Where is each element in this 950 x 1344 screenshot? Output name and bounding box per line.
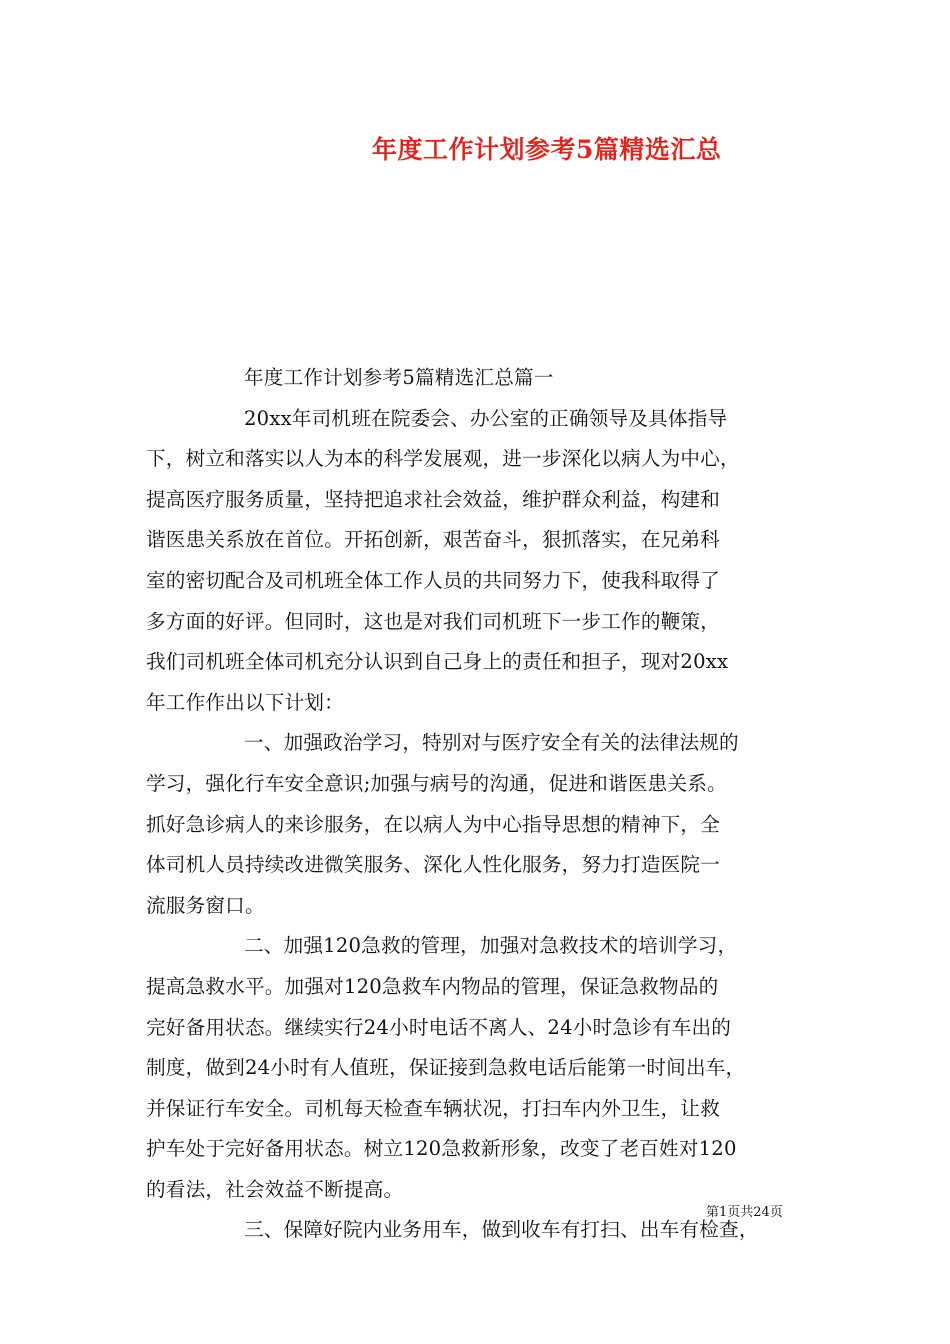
paragraph-line: 下，树立和落实以人为本的科学发展观，进一步深化以病人为中心， [146,447,740,471]
paragraph-line: 提高医疗服务质量，坚持把追求社会效益，维护群众利益，构建和 [146,487,721,511]
paragraph-line: 体司机人员持续改进微笑服务、深化人性化服务，努力打造医院一 [146,853,721,877]
document-title: 年度工作计划参考5篇精选汇总 [372,135,722,164]
paragraph-line: 学习，强化行车安全意识;加强与病号的沟通，促进和谐医患关系。 [146,771,727,795]
paragraph-line: 一、加强政治学习，特别对与医疗安全有关的法律法规的 [244,731,739,755]
paragraph-line: 20xx年司机班在院委会、办公室的正确领导及具体指导 [244,406,728,430]
paragraph-line: 多方面的好评。但同时，这也是对我们司机班下一步工作的鞭策， [146,609,721,633]
paragraph-line: 并保证行车安全。司机每天检查车辆状况，打扫车内外卫生，让救 [146,1096,721,1120]
paragraph-line: 室的密切配合及司机班全体工作人员的共同努力下，使我科取得了 [146,568,721,592]
paragraph-line: 二、加强120急救的管理，加强对急救技术的培训学习， [244,934,738,958]
paragraph-line: 谐医患关系放在首位。开拓创新，艰苦奋斗，狠抓落实，在兄弟科 [146,528,721,552]
paragraph-line: 制度，做到24小时有人值班，保证接到急救电话后能第一时间出车， [146,1056,746,1080]
paragraph-line: 提高急救水平。加强对120急救车内物品的管理，保证急救物品的 [146,974,719,998]
paragraph-line: 三、保障好院内业务用车，做到收车有打扫、出车有检查， [244,1218,759,1242]
paragraph-line: 流服务窗口。 [146,893,265,917]
paragraph-line: 的看法，社会效益不断提高。 [146,1177,404,1201]
paragraph-line: 护车处于完好备用状态。树立120急救新形象，改变了老百姓对120 [146,1137,737,1161]
paragraph-line: 抓好急诊病人的来诊服务，在以病人为中心指导思想的精神下，全 [146,812,721,836]
paragraph-line: 我们司机班全体司机充分认识到自己身上的责任和担子，现对20xx [146,650,729,674]
document-body [146,358,826,1251]
section-heading: 年度工作计划参考5篇精选汇总篇一 [244,366,554,389]
paragraph-line: 年工作作出以下计划： [146,690,344,714]
page-number: 第1页共24页 [706,1205,783,1220]
paragraph-line: 完好备用状态。继续实行24小时电话不离人、24小时急诊有车出的 [146,1015,732,1039]
